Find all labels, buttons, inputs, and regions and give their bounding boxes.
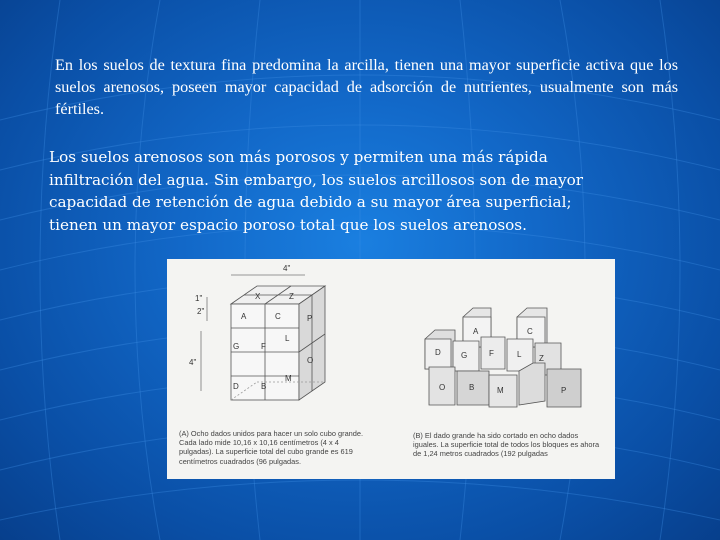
face-o: O (307, 356, 314, 365)
die-face-m: M (497, 386, 504, 395)
paragraph-sandy-soils: Los suelos arenosos son más porosos y permiten una más rápida infiltración del agua. Sin embargo, los suelos arcillosos son de mayor capacidad de retención de agua debido a su mayor área superficial; tienen un mayor espacio poroso total que los suelos arenosos. (49, 148, 584, 234)
face-p: P (307, 314, 313, 323)
caption-a: (A) Ocho dados unidos para hacer un solo cubo grande. Cada lado mide 10,16 x 10,16 centímetros (4 x 4 pulgadas). La superficie total del cubo grande es 619 centímetros cuadrados (96 pulgadas. (179, 429, 364, 466)
dim-1-label: 1" (195, 294, 203, 303)
die-face-c: C (527, 327, 533, 336)
dim-top-label: 4" (283, 264, 291, 273)
cube-surface-area-figure (167, 259, 615, 479)
caption-b: (B) El dado grande ha sido cortado en ocho dados iguales. La superficie total de todos los bloques es ahora de 1,24 metros cuadrados (192 pulgadas (413, 431, 600, 459)
face-l: L (285, 334, 290, 343)
face-m: M (285, 374, 292, 383)
face-x: X (255, 292, 261, 301)
face-c: C (275, 312, 281, 321)
face-z: Z (289, 292, 294, 301)
die-face-p: P (561, 386, 567, 395)
face-f: F (261, 342, 266, 351)
face-d: D (233, 382, 239, 391)
paragraph-clay-soils: En los suelos de textura fina predomina la arcilla, tienen una mayor superficie activa que los suelos arenosos, poseen mayor capacidad de adsorción de nutrientes, usualmente son más fértiles. (55, 56, 678, 118)
die-face-a: A (473, 327, 479, 336)
face-a: A (241, 312, 247, 321)
die-face-d: D (435, 348, 441, 357)
face-b: B (261, 382, 267, 391)
die-face-g: G (461, 351, 468, 360)
die-face-b: B (469, 383, 475, 392)
dim-2-label: 2" (197, 307, 205, 316)
die-face-z: Z (539, 354, 544, 363)
die-face-l: L (517, 350, 522, 359)
die-face-o: O (439, 383, 446, 392)
face-g: G (233, 342, 240, 351)
die-face-f: F (489, 349, 494, 358)
dim-4-label: 4" (189, 358, 197, 367)
